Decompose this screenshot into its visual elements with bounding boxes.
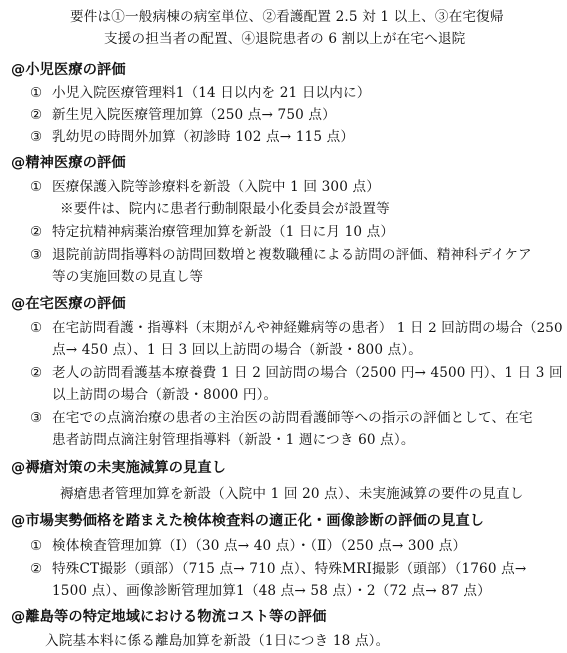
section-heading-psychiatric: @精神医療の評価 — [11, 155, 126, 171]
item-text: 退院前訪問指導料の訪問回数増と複数職種による訪問の評価、精神科デイケア — [52, 247, 532, 263]
list-item — [30, 128, 354, 147]
item-text: 在宅訪問看護・指導料（末期がんや神経難病等の患者） 1 日 2 回訪問の場合（250 — [52, 320, 563, 336]
item-text: 小児入院医療管理料1（14 日以内を 21 日以内に） — [52, 85, 371, 101]
intro-line-1: 要件は①一般病棟の病室単位、②看護配置 2.5 対 1 以上、③在宅復帰 — [70, 9, 504, 25]
item-text: 特定抗精神病薬治療管理加算を新設（1 日に月 10 点） — [52, 224, 395, 240]
section-heading-pressure-ulcer: @褥瘡対策の未実施減算の見直し — [11, 460, 227, 476]
list-item — [30, 409, 533, 428]
list-item-note: ※要件は、院内に患者行動制限最小化委員会が設置等 — [60, 201, 390, 217]
item-text: 医療保護入院等診療料を新設（入院中 1 回 300 点） — [52, 179, 380, 195]
item-text: 特殊CT撮影（頭部）（715 点→ 710 点）、特殊MRI撮影（頭部）（1760 点→ — [52, 561, 527, 577]
item-text: 老人の訪問看護基本療養費 1 日 2 回訪問の場合（2500 円→ 4500 円）、1 日 3 回 — [52, 365, 563, 381]
item-number: ③ — [30, 247, 43, 263]
item-number: ③ — [30, 129, 43, 145]
item-number: ① — [30, 538, 43, 554]
item-number: ② — [30, 561, 43, 577]
intro-line-2: 支援の担当者の配置、④退院患者の 6 割以上が在宅へ退院 — [104, 31, 466, 47]
section-body: 入院基本料に係る離島加算を新設（1日につき 18 点）。 — [45, 633, 390, 649]
item-text: 在宅での点滴治療の患者の主治医の訪問看護師等への指示の評価として、在宅 — [52, 410, 533, 426]
section-heading-pediatric: @小児医療の評価 — [11, 62, 126, 78]
item-number: ① — [30, 320, 43, 336]
list-item — [30, 560, 526, 579]
list-item — [30, 246, 532, 265]
item-number: ② — [30, 224, 43, 240]
item-number: ① — [30, 179, 43, 195]
section-heading-home-care: @在宅医療の評価 — [11, 296, 126, 312]
section-heading-remote-islands: @離島等の特定地域における物流コスト等の評価 — [11, 609, 327, 625]
item-text: 乳幼児の時間外加算（初診時 102 点→ 115 点） — [52, 129, 355, 145]
item-text: 新生児入院医療管理加算（250 点→ 750 点） — [52, 107, 336, 123]
item-text-continued: 以上訪問の場合（新設・8000 円）。 — [52, 387, 278, 403]
item-text: 検体検査管理加算（Ⅰ）（30 点→ 40 点）・（Ⅱ）（250 点→ 300 点） — [52, 538, 467, 554]
list-item — [30, 84, 371, 103]
list-item — [30, 364, 563, 383]
list-item — [30, 319, 563, 338]
section-body: 褥瘡患者管理加算を新設（入院中 1 回 20 点）、未実施減算の要件の見直し — [60, 486, 524, 502]
item-number: ② — [30, 365, 43, 381]
section-heading-lab-tests: @市場実勢価格を踏まえた検体検査料の適正化・画像診断の評価の見直し — [11, 513, 485, 529]
item-text-continued: 等の実施回数の見直し等 — [52, 269, 204, 285]
item-number: ① — [30, 85, 43, 101]
item-text-continued: 1500 点）、画像診断管理加算1（48 点→ 58 点）・2（72 点→ 87 点） — [52, 583, 491, 599]
item-text-continued: 患者訪問点滴注射管理指導料（新設・1 週につき 60 点）。 — [52, 432, 415, 448]
list-item — [30, 106, 336, 125]
item-number: ③ — [30, 410, 43, 426]
list-item — [30, 178, 380, 197]
item-number: ② — [30, 107, 43, 123]
list-item — [30, 537, 466, 556]
list-item — [30, 223, 394, 242]
item-text-continued: 点→ 450 点）、1 日 3 回以上訪問の場合（新設・800 点）。 — [52, 342, 423, 358]
